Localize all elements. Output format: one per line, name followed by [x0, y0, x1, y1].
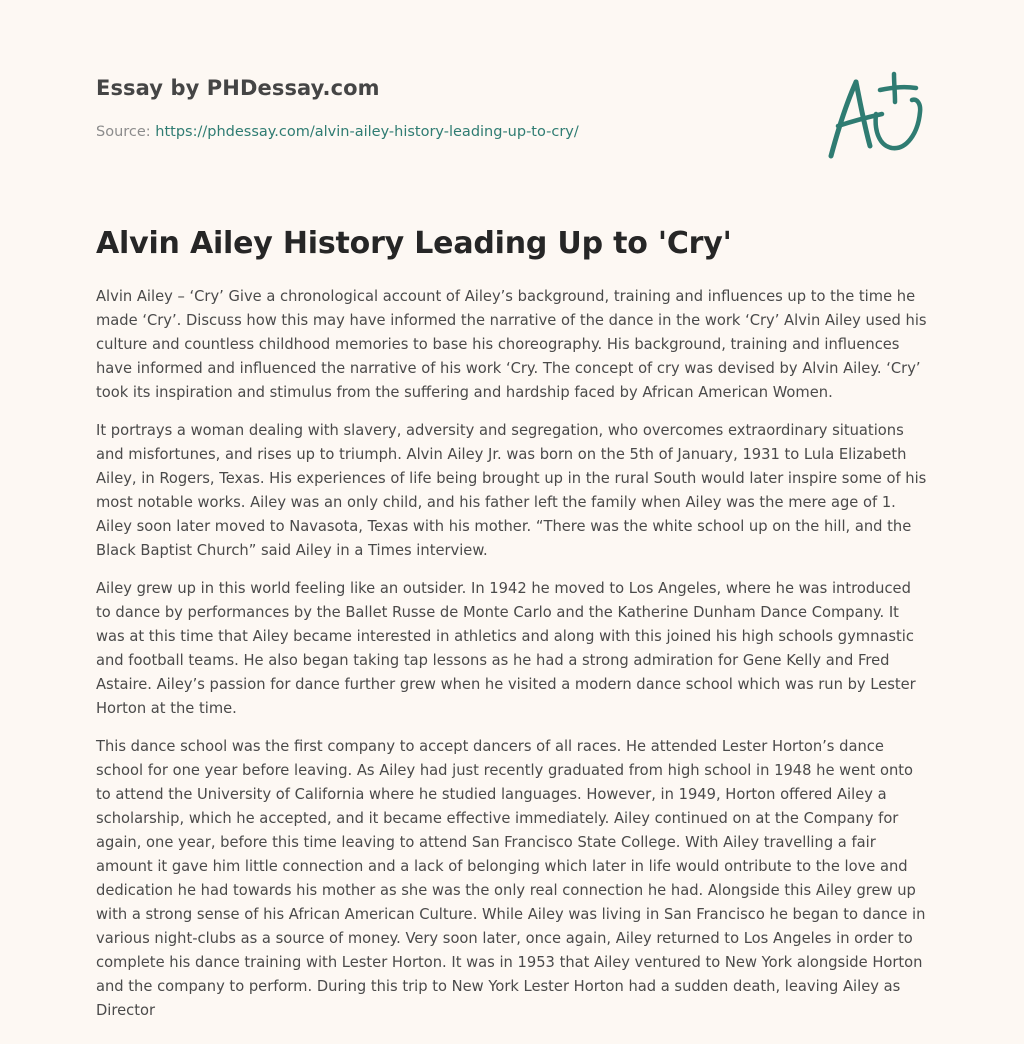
header — [96, 0, 928, 200]
source-link[interactable]: https://phdessay.com/alvin-ailey-history-leading-up-to-cry/ — [155, 124, 579, 140]
essay-paragraph: Alvin Ailey – ‘Cry’ Give a chronological account of Ailey’s background, training and influences up to the time he made ‘Cry’. Discuss how this may have informed the narrative of the dance in the work ‘Cry’ Alvin Ailey used his culture and countless childhood memories to base his choreography. His background, training and influences have informed and influenced the narrative of his work ‘Cry. The concept of cry was devised by Alvin Ailey. ‘Cry’ took its inspiration and stimulus from the suffering and hardship faced by African American Women. — [96, 288, 927, 401]
essay-body — [96, 285, 928, 1037]
essay-paragraph: It portrays a woman dealing with slavery, adversity and segregation, who overcomes extraordinary situations and misfortunes, and rises up to triumph. Alvin Ailey Jr. was born on the 5th of January, 1931 to Lula Elizabeth Ailey, in Rogers, Texas. His experiences of life being brought up in the rural South would later inspire some of his most notable works. Ailey was an only child, and his father left the family when Ailey was the mere age of 1. Ailey soon later moved to Navasota, Texas with his mother. “There was the white school up on the hill, and the Black Baptist Church” said Ailey in a Times interview. — [96, 422, 927, 559]
essay-paragraph: Ailey grew up in this world feeling like an outsider. In 1942 he moved to Los Angeles, where he was introduced to dance by performances by the Ballet Russe de Monte Carlo and the Katherine Dunham Dance Company. It was at this time that Ailey became interested in athletics and along with this joined his high schools gymnastic and football teams. He also began taking tap lessons as he had a strong admiration for Gene Kelly and Fred Astaire. Ailey’s passion for dance further grew when he visited a modern dance school which was run by Lester Horton at the time. — [96, 580, 916, 717]
source-line — [96, 124, 579, 140]
source-label: Source: — [96, 124, 156, 140]
essay-page — [96, 0, 928, 1019]
a-plus-logo-icon — [824, 68, 928, 164]
essay-paragraph: This dance school was the first company to accept dancers of all races. He attended Lester Horton’s dance school for one year before leaving. As Ailey had just recently graduated from high school in 1948 he went onto to attend the University of California where he studied languages. However, in 1949, Horton offered Ailey a scholarship, which he accepted, and it became effective immediately. Ailey continued on at the Company for again, one year, before this time leaving to attend San Francisco State College. With Ailey travelling a fair amount it gave him little connection and a lack of belonging which later in life would ontribute to the love and dedication he had towards his mother as she was the only real connection he had. Alongside this Ailey grew up with a strong sense of his African American Culture. While Ailey was living in San Francisco he began to dance in various night-clubs as a source of money. Very soon later, once again, Ailey returned to Los Angeles in order to complete his dance training with Lester Horton. It was in 1953 that Ailey ventured to New York alongside Horton and the company to perform. During this trip to New York Lester Horton had a sudden death, leaving Ailey as Director — [96, 738, 926, 1019]
essay-title: Alvin Ailey History Leading Up to 'Cry' — [96, 226, 732, 261]
brand-title: Essay by PHDessay.com — [96, 76, 380, 100]
